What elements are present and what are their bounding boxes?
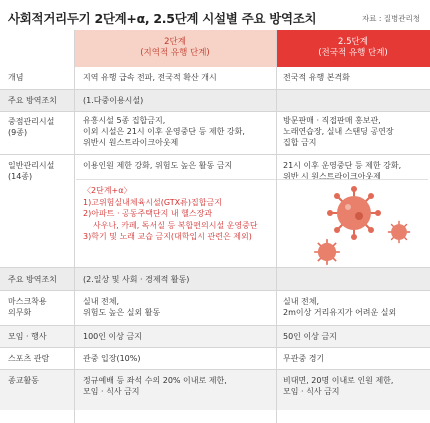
section-subtitle: (1.다중이용시설) xyxy=(83,96,144,105)
column-divider xyxy=(74,30,75,423)
source-note: 자료 : 질병관리청 xyxy=(361,14,420,23)
row-section-daily-life xyxy=(0,268,430,291)
row-religion xyxy=(0,370,430,410)
section-label: 주요 방역조치 xyxy=(8,275,57,284)
stage-2-5-name: 2.5단계 xyxy=(338,37,368,47)
cell-line: 위반 시 원스트라이크아웃제 xyxy=(283,172,381,181)
header-stage-2 xyxy=(74,30,276,67)
cell-stage-2: 지역 유행 급속 전파, 전국적 확산 개시 xyxy=(83,73,217,82)
cell-stage-2: 100인 이상 금지 xyxy=(83,332,142,341)
plus-line: 3)학기 및 노래 교습 금지(대학입시 관련은 제외) xyxy=(83,232,252,241)
row-key-facilities xyxy=(0,112,430,155)
header-stage-2-5 xyxy=(276,30,430,67)
cell-stage-2 xyxy=(83,375,273,397)
cell-stage-2: 관중 입장(10%) xyxy=(83,354,141,363)
row-sports xyxy=(0,348,430,370)
section-label: 주요 방역조치 xyxy=(8,96,57,105)
cell-line: 실내 전체, xyxy=(83,297,119,306)
divider xyxy=(76,179,428,180)
row-label: 개념 xyxy=(8,73,24,82)
plus-line: 2)아파트 · 공동주택단지 내 헬스장과 xyxy=(83,209,213,218)
stage-2-desc: (지역적 유행 단계) xyxy=(140,48,210,58)
row-label: 종교활동 xyxy=(8,376,39,385)
cell-line: 정규예배 등 좌석 수의 20% 이내로 제한, xyxy=(83,376,227,385)
row-label-line: 중점관리시설 xyxy=(8,117,55,126)
row-concept xyxy=(0,67,430,90)
row-label xyxy=(8,116,72,138)
plus-line: 사우나, 카페, 독서실 등 복합편의시설 운영중단 xyxy=(93,220,258,230)
virus-icon xyxy=(386,219,412,245)
cell-line: 비대면, 20명 이내로 인원 제한, xyxy=(283,376,394,385)
row-label-line: (9종) xyxy=(8,128,28,137)
cell-stage-2 xyxy=(83,296,273,318)
cell-stage-2: 이용인원 제한 강화, 위험도 높은 활동 금지 xyxy=(83,161,233,170)
row-label-line: 마스크착용 xyxy=(8,297,47,306)
row-label xyxy=(8,160,72,182)
virus-icon xyxy=(312,237,342,267)
row-label xyxy=(8,296,72,318)
plus-line: 1)고위험실내체육시설(GTX류)집합금지 xyxy=(83,197,222,207)
cell-line: 실내 전체, xyxy=(283,297,319,306)
page-title: 사회적거리두기 2단계+α, 2.5단계 시설별 주요 방역조치 xyxy=(8,11,317,26)
cell-line: 2m이상 거리유지가 어려운 실외 xyxy=(283,308,397,317)
section-subtitle: (2.일상 및 사회 · 경제적 활동) xyxy=(83,275,190,284)
cell-stage-2-5 xyxy=(283,375,428,397)
row-label: 모임 · 행사 xyxy=(8,332,47,341)
row-gathering xyxy=(0,326,430,348)
row-label-line: 의무화 xyxy=(8,308,32,317)
cell-stage-2 xyxy=(83,115,273,148)
stage-2-name: 2단계 xyxy=(164,37,186,47)
cell-stage-2-5: 무관중 경기 xyxy=(283,354,325,363)
row-label-line: 일반관리시설 xyxy=(8,161,55,170)
row-mask xyxy=(0,291,430,326)
cell-stage-2-5 xyxy=(283,115,428,148)
plus-title: 〈2단계+α〉 xyxy=(83,186,132,195)
cell-stage-2-5 xyxy=(283,296,428,318)
row-label-line: (14종) xyxy=(8,172,33,181)
column-divider xyxy=(276,30,277,423)
cell-line: 모임 · 식사 금지 xyxy=(283,387,340,396)
measures-table xyxy=(0,67,430,410)
cell-line: 방문판매 · 직접판매 홍보관, xyxy=(283,116,381,125)
cell-line: 유흥시설 5종 집합금지, xyxy=(83,116,166,125)
row-section-facilities xyxy=(0,90,430,112)
cell-stage-2-5: 전국적 유행 본격화 xyxy=(283,73,350,82)
stage-2-5-desc: (전국적 유행 단계) xyxy=(318,48,388,58)
cell-line: 집합 금지 xyxy=(283,138,317,147)
cell-line: 이외 시설은 21시 이후 운영중단 등 제한 강화, xyxy=(83,127,245,136)
stage-2-plus-box xyxy=(83,185,279,243)
cell-line: 위반시 원스트라이크아웃제 xyxy=(83,138,179,147)
cell-line: 21시 이후 운영중단 등 제한 강화, xyxy=(283,161,402,170)
virus-icon xyxy=(326,185,382,241)
row-general-facilities xyxy=(0,155,430,268)
cell-stage-2-5: 50인 이상 금지 xyxy=(283,332,337,341)
cell-line: 위험도 높은 실외 활동 xyxy=(83,308,161,317)
cell-line: 모임 · 식사 금지 xyxy=(83,387,140,396)
row-label: 스포츠 관람 xyxy=(8,354,50,363)
cell-line: 노래연습장, 실내 스탠딩 공연장 xyxy=(283,127,394,136)
